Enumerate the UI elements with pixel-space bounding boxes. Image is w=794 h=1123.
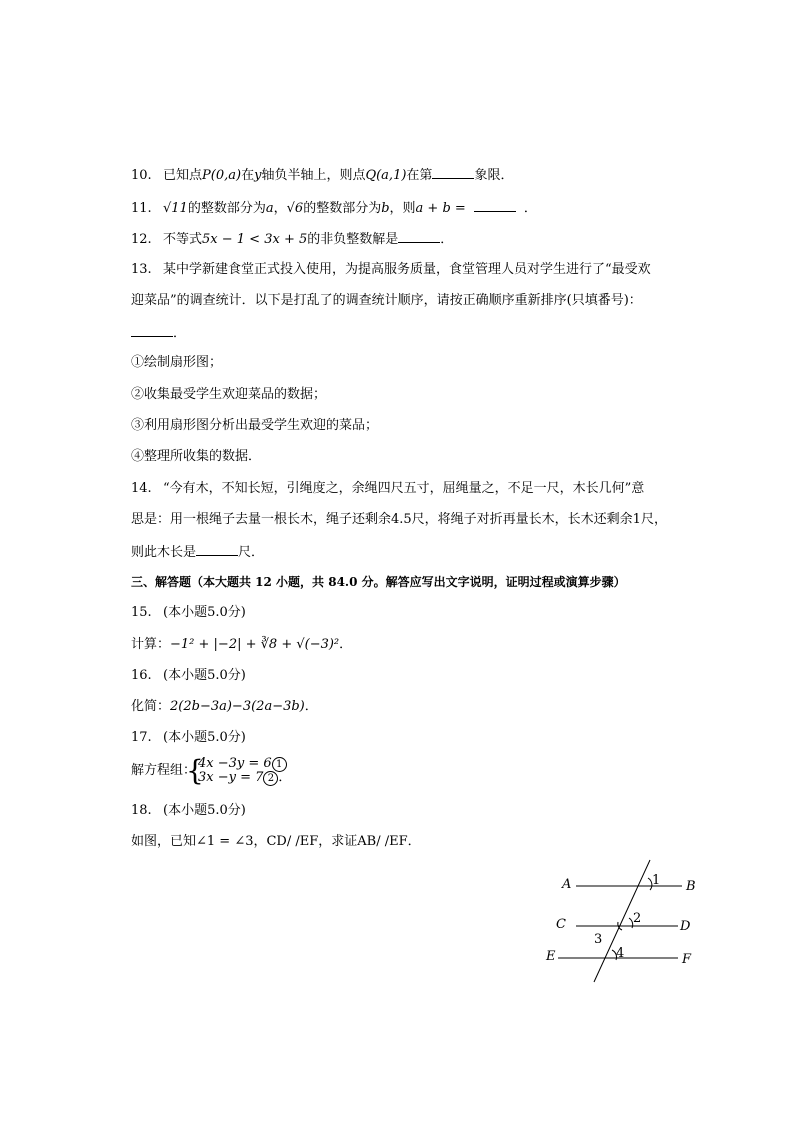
question-18: 18. (本小题5.0分) (131, 803, 246, 818)
equation-brace: { (186, 754, 204, 787)
transversal (594, 860, 650, 982)
question-15-body: 计算：−1² + |−2| + ∛8 + √(−3)²． (131, 637, 353, 652)
question-15: 15. (本小题5.0分) (131, 605, 246, 620)
question-18-body: 如图，已知∠1 = ∠3，CD/ /EF，求证AB/ /EF． (131, 834, 421, 849)
question-number: 14. (131, 481, 152, 496)
question-number: 12. (131, 232, 152, 247)
label-c: C (556, 917, 566, 932)
answer-blank[interactable] (432, 165, 474, 179)
option-4: ④整理所收集的数据． (131, 449, 262, 464)
label-a: A (562, 877, 572, 892)
question-13-line2: 迎菜品”的调查统计．以下是打乱了的调查统计顺序，请按正确顺序重新排序(只填番号)： (131, 293, 642, 308)
question-17: 17. (本小题5.0分) (131, 730, 246, 745)
question-13-answer: ． (131, 323, 186, 343)
question-17-label: 解方程组： (131, 763, 197, 778)
question-number: 10. (131, 168, 152, 183)
answer-blank[interactable] (131, 323, 173, 337)
question-number: 15. (131, 605, 152, 620)
question-16: 16. (本小题5.0分) (131, 668, 246, 683)
angle-label-1: 1 (652, 873, 661, 888)
question-10: 10. 已知点P(0,a)在y轴负半轴上，则点Q(a,1)在第 象限． (131, 165, 513, 185)
question-13: 13. 某中学新建食堂正式投入使用，为提高服务质量，食堂管理人员对学生进行了“最受欢 (131, 262, 651, 277)
equation-mark-1: 1 (272, 757, 287, 772)
question-14: 14. “今有木，不知长短，引绳度之，余绳四尺五寸，屈绳量之，不足一尺，木长几何”意 (131, 481, 645, 496)
label-f: F (682, 952, 692, 967)
question-16-body: 化简：2(2b−3a)−3(2a−3b)． (131, 699, 318, 714)
equation-mark-2: 2 (263, 771, 278, 786)
label-d: D (680, 919, 691, 934)
equation-2: 3x −y = 7 2 ． (198, 770, 292, 785)
question-14-line3: 则此木长是 尺． (131, 542, 264, 562)
geometry-figure (540, 850, 710, 990)
equation-1: 4x −3y = 6 1 (198, 757, 287, 772)
question-11: 11. √11的整数部分为a，√6的整数部分为b，则a + b = ． (131, 198, 537, 218)
angle-label-2: 2 (633, 911, 642, 926)
question-number: 16. (131, 668, 152, 683)
question-number: 17. (131, 730, 152, 745)
angle-label-3: 3 (594, 932, 603, 947)
option-3: ③利用扇形图分析出最受学生欢迎的菜品； (131, 418, 379, 433)
answer-blank[interactable] (398, 229, 440, 243)
label-b: B (686, 879, 696, 894)
angle-label-4: 4 (616, 946, 625, 961)
question-12: 12. 不等式5x − 1 < 3x + 5的非负整数解是 ． (131, 229, 453, 249)
option-1: ①绘制扇形图； (131, 355, 223, 370)
label-e: E (546, 949, 556, 964)
option-2: ②收集最受学生欢迎菜品的数据； (131, 387, 327, 402)
question-number: 18. (131, 803, 152, 818)
question-number: 11. (131, 201, 152, 216)
question-number: 13. (131, 262, 152, 277)
answer-blank[interactable] (474, 198, 516, 212)
section-heading: 三、解答题（本大题共 12 小题，共 84.0 分。解答应写出文字说明，证明过程或演算步骤） (131, 575, 626, 589)
answer-blank[interactable] (196, 542, 238, 556)
question-14-line2: 思是：用一根绳子去量一根长木，绳子还剩余4.5尺，将绳子对折再量长木，长木还剩余1尺， (131, 512, 667, 527)
